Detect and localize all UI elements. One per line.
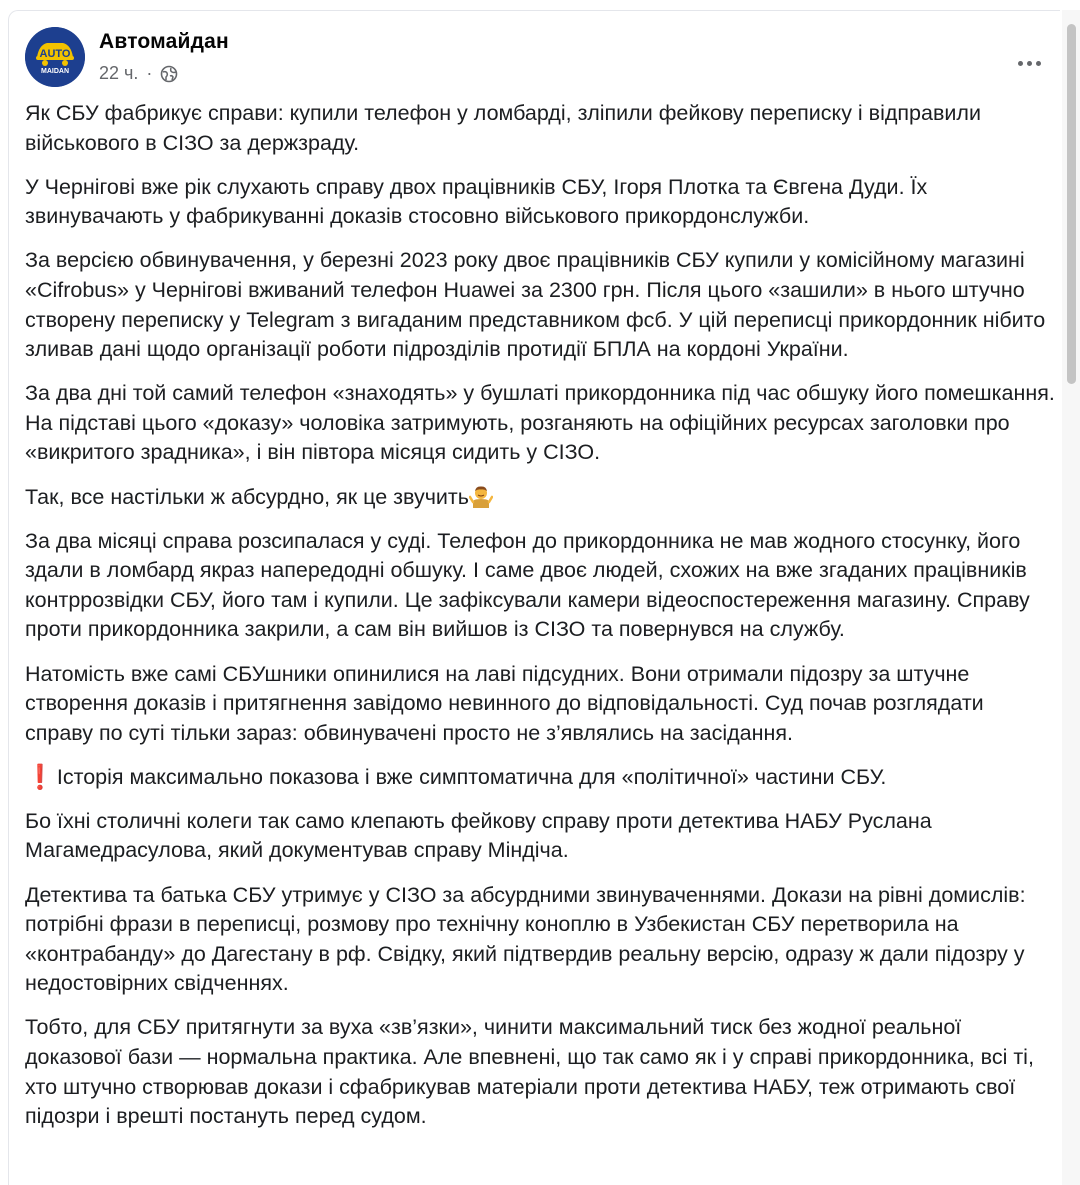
post-paragraph: У Чернігові вже рік слухають справу двох працівників СБУ, Ігоря Плотка та Євгена Дуди. Їх звинувачають у фабрикуванні доказів стосовно військового прикордонслужби.	[25, 174, 928, 229]
post-card	[8, 10, 1060, 1185]
page-avatar[interactable]	[25, 27, 85, 87]
logo-text-bottom: MAIDAN	[41, 68, 69, 75]
vertical-scrollbar[interactable]	[1062, 10, 1080, 1185]
post-paragraph: За версією обвинувачення, у березні 2023 року двоє працівників СБУ купили у комісійному магазині «Cifrobus» у Чернігові вживаний телефон Huawei за 2300 грн. Після цього «зашили» в нього штучно створену переписку у Telegram з вигаданим представником фсб. У цій переписці прикордонник нібито зливав дані щодо організації роботи підрозділів протидії БПЛА на кордоні України.	[25, 248, 1046, 362]
more-horizontal-icon	[1018, 61, 1023, 66]
more-options-button[interactable]	[1011, 45, 1047, 81]
post-body	[25, 99, 1055, 1146]
post-paragraph: Натомість вже самі СБУшники опинилися на лаві підсудних. Вони отримали підозру за штучне створення доказів і притягнення завідомо невинного до відповідальності. Суд почав розглядати справу по суті тільки зараз: обвинувачені просто не з’являлись на засідання.	[25, 661, 984, 745]
person-shrugging-emoji	[469, 484, 493, 508]
post-paragraph: Детектива та батька СБУ утримує у СІЗО за абсурдними звинуваченнями. Докази на рівні домислів: потрібні фрази в переписці, розмову про технічну коноплю в Узбекистан СБУ перетворила на «контрабанду» до Дагестану в рф. Свідку, який підтвердив реальну версію, одразу ж дали підозру у недостовірних свідченнях.	[25, 882, 1026, 996]
post-paragraph: Як СБУ фабрикує справи: купили телефон у ломбарді, зліпили фейкову переписку і відправили військового в СІЗО за держзраду.	[25, 101, 981, 155]
post-time[interactable]: 22 ч.	[99, 63, 139, 83]
post-paragraph-with-icon	[25, 763, 1055, 793]
page-name[interactable]: Автомайдан	[99, 30, 229, 53]
logo-text-top: AUTO	[39, 48, 71, 60]
post-paragraph: Бо їхні столичні колеги так само клепають фейкову справу проти детектива НАБУ Руслана Магамедрасулова, який документував справу Міндіча.	[25, 808, 932, 863]
meta-separator: ·	[146, 63, 153, 83]
post-paragraph-text: Історія максимально показова і вже симптоматична для «політичної» частини СБУ.	[56, 764, 887, 789]
post-header	[25, 27, 1055, 89]
scrollbar-thumb[interactable]	[1067, 24, 1076, 384]
post-paragraph-text: Так, все настільки ж абсурдно, як це звучить	[25, 484, 469, 509]
post-paragraph-with-emoji	[25, 483, 1055, 513]
globe-icon[interactable]	[160, 65, 178, 83]
post-paragraph: За два дні той самий телефон «знаходять» у бушлаті прикордонника під час обшуку його помешкання. На підставі цього «доказу» чоловіка затримують, розганяють на офіційних ресурсах заголовки про «викритого зрадника», і він півтора місяця сидить у СІЗО.	[25, 381, 1055, 465]
post-meta	[99, 63, 178, 84]
post-paragraph: За два місяці справа розсипалася у суді. Телефон до прикордонника не мав жодного стосунку, його здали в ломбард якраз напередодні обшуку. І саме двоє людей, схожих на вже згаданих працівників контррозвідки СБУ, його там і купили. Це зафіксували камери відеоспостереження магазину. Справу проти прикордонника закрили, а сам він вийшов із СІЗО та повернувся на службу.	[25, 528, 1030, 642]
automaidan-logo	[25, 27, 85, 87]
post-paragraph: Тобто, для СБУ притягнути за вуха «зв’язки», чинити максимальний тиск без жодної реальної доказової бази — нормальна практика. Але впевнені, що так само як і у справі прикордонника, всі ті, хто штучно створював докази і сфабрикував матеріали проти детектива НАБУ, теж отримають свої підозри і врешті постануть перед судом.	[25, 1015, 1034, 1129]
red-exclamation-icon: ❗	[25, 763, 55, 791]
